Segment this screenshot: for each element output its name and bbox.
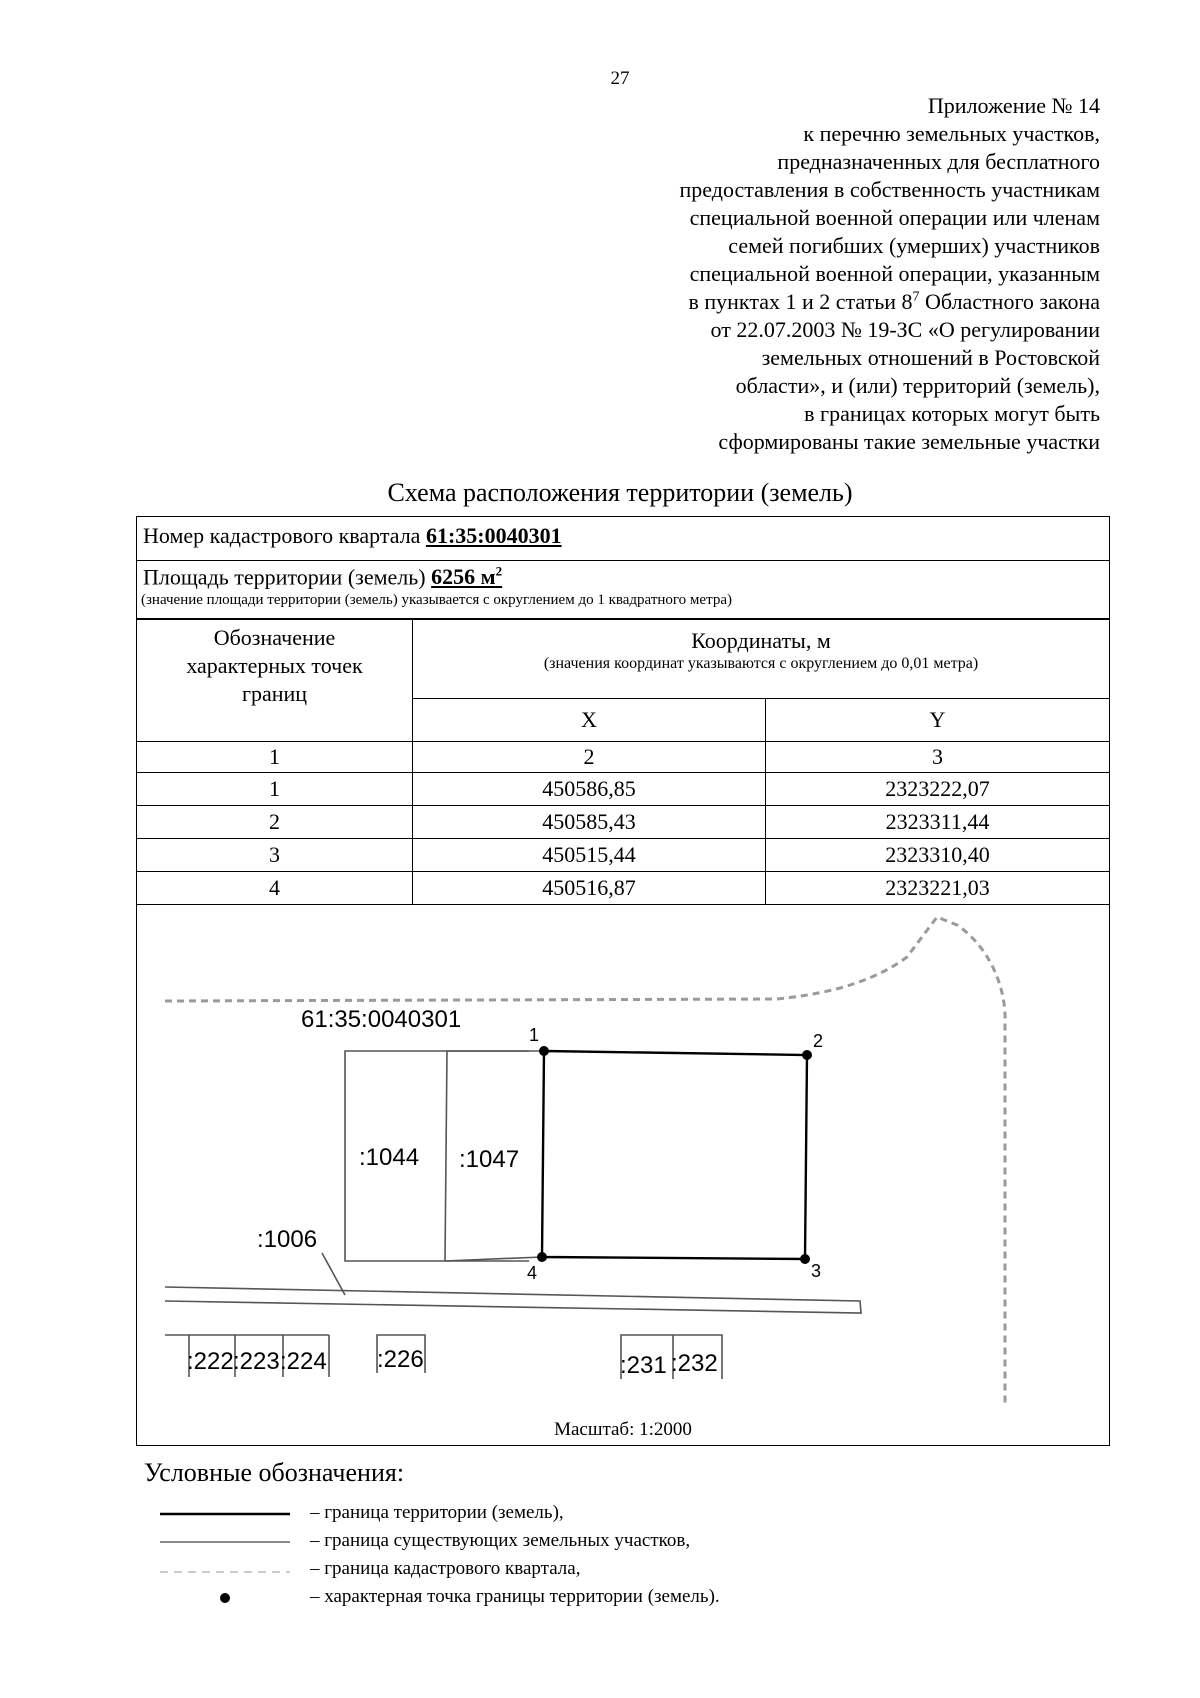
appendix-text: в пунктах 1 и 2 статьи 8 (688, 289, 913, 314)
cell-y: 2323310,40 (766, 839, 1110, 872)
appendix-line: специальной военной операции, указанным (689, 261, 1100, 286)
legend-item (150, 1556, 850, 1584)
table-row (137, 839, 1109, 872)
appendix-line (540, 288, 1100, 316)
scheme-frame (136, 516, 1110, 1446)
parcel-label-222: :222 (187, 1348, 234, 1375)
header-coords (413, 620, 1110, 699)
legend-item (150, 1584, 850, 1612)
cadastral-quarter-label: Номер кадастрового квартала (143, 523, 426, 548)
scale-label: Масштаб: 1:2000 (554, 1419, 692, 1440)
table-row (137, 806, 1109, 839)
cell-x: 450585,43 (413, 806, 766, 839)
road-parcel-1006 (165, 1287, 861, 1313)
quarter-boundary-symbol (160, 1556, 290, 1584)
cell-x: 450515,44 (413, 839, 766, 872)
scheme-title: Схема расположения территории (земель) (387, 478, 853, 507)
leader-line-1006 (322, 1253, 345, 1295)
area-value (431, 564, 502, 589)
cadastral-quarter (137, 517, 1109, 549)
parcel-label-1044: :1044 (359, 1144, 420, 1171)
header-x: X (413, 699, 766, 742)
header-coords-title: Координаты, м (691, 628, 831, 653)
cadastral-quarter-value: 61:35:0040301 (425, 523, 562, 548)
appendix-line: семей погибших (умерших) участников (728, 233, 1100, 258)
cell-point: 3 (137, 839, 413, 872)
cell-x: 450586,85 (413, 773, 766, 806)
header-points (137, 620, 413, 742)
column-numbers-row (137, 742, 1109, 773)
column-number: 1 (137, 742, 413, 773)
table-row (137, 773, 1109, 806)
area-value-number: 6256 м (431, 564, 496, 590)
appendix-line: сформированы такие земельные участки (718, 429, 1100, 454)
parcel-label-231: :231 (620, 1352, 667, 1379)
column-number: 2 (413, 742, 766, 773)
coordinates-table (137, 619, 1109, 905)
cell-y: 2323311,44 (766, 806, 1110, 839)
legend-item (150, 1500, 850, 1528)
cell-x: 450516,87 (413, 872, 766, 905)
site-plan-map (137, 895, 1109, 1415)
legend-text: – граница территории (земель), (310, 1502, 564, 1523)
area-row (137, 561, 1109, 619)
legend-text: – граница существующих земельных участков, (310, 1530, 691, 1551)
boundary-point-4 (537, 1252, 547, 1262)
cell-point: 1 (137, 773, 413, 806)
appendix-superscript: 7 (912, 289, 920, 305)
page-number: 27 (610, 68, 630, 89)
point-symbol (160, 1584, 290, 1612)
legend-item (150, 1528, 850, 1556)
legend-text: – граница кадастрового квартала, (310, 1558, 581, 1579)
cell-point: 2 (137, 806, 413, 839)
appendix-line: земельных отношений в Ростовской (761, 345, 1100, 370)
appendix-line: предназначенных для бесплатного (777, 149, 1100, 174)
area-note: (значение площади территории (земель) указывается с округлением до 1 квадратного метра) (141, 592, 732, 609)
header-coords-note: (значения координат указываются с округлением до 0,01 метра) (543, 655, 979, 672)
parcel-label-1006: :1006 (257, 1226, 318, 1253)
appendix-header (540, 92, 1100, 456)
legend (150, 1500, 850, 1612)
column-number: 3 (766, 742, 1110, 773)
header-points-line: Обозначение (213, 625, 336, 650)
cell-y: 2323222,07 (766, 773, 1110, 806)
area-unit-superscript: 2 (495, 564, 503, 579)
point-label-2: 2 (813, 1031, 824, 1051)
legend-text: – характерная точка границы территории (земель). (310, 1586, 720, 1607)
territory-boundary (542, 1051, 807, 1259)
appendix-line: предоставления в собственность участникам (679, 177, 1100, 202)
parcel-label-232: :232 (671, 1350, 718, 1377)
parcel-label-226: :226 (377, 1346, 424, 1373)
parcel-label-1047: :1047 (459, 1146, 520, 1173)
parcel-divider (445, 1051, 447, 1261)
header-points-line: границ (241, 681, 308, 706)
parcel-label-223: :223 (233, 1348, 280, 1375)
quarter-label: 61:35:0040301 (301, 1006, 462, 1033)
territory-boundary-symbol (160, 1500, 290, 1528)
parcel-label-224: :224 (280, 1348, 327, 1375)
cadastral-quarter-row (137, 517, 1109, 561)
area-label: Площадь территории (земель) (143, 564, 432, 590)
cadastral-quarter-boundary (165, 917, 1005, 1407)
cell-y: 2323221,03 (766, 872, 1110, 905)
parcel-boundary-symbol (160, 1528, 290, 1556)
appendix-line: в границах которых могут быть (804, 401, 1100, 426)
legend-title: Условные обозначения: (144, 1458, 405, 1487)
cell-point: 4 (137, 872, 413, 905)
appendix-line: Приложение № 14 (927, 93, 1100, 118)
appendix-line: к перечню земельных участков, (803, 121, 1100, 146)
appendix-text: Областного закона (919, 289, 1100, 314)
boundary-point-1 (539, 1046, 549, 1056)
boundary-point-2 (802, 1050, 812, 1060)
header-y: Y (766, 699, 1110, 742)
appendix-line: области», и (или) территорий (земель), (735, 373, 1100, 398)
point-label-1: 1 (529, 1025, 540, 1045)
area (137, 561, 1109, 590)
appendix-line: от 22.07.2003 № 19-ЗС «О регулировании (710, 317, 1100, 342)
header-points-line: характерных точек (186, 653, 363, 678)
appendix-line: специальной военной операции или членам (689, 205, 1100, 230)
boundary-point-3 (800, 1254, 810, 1264)
point-label-3: 3 (811, 1261, 822, 1281)
point-label-4: 4 (527, 1263, 538, 1283)
